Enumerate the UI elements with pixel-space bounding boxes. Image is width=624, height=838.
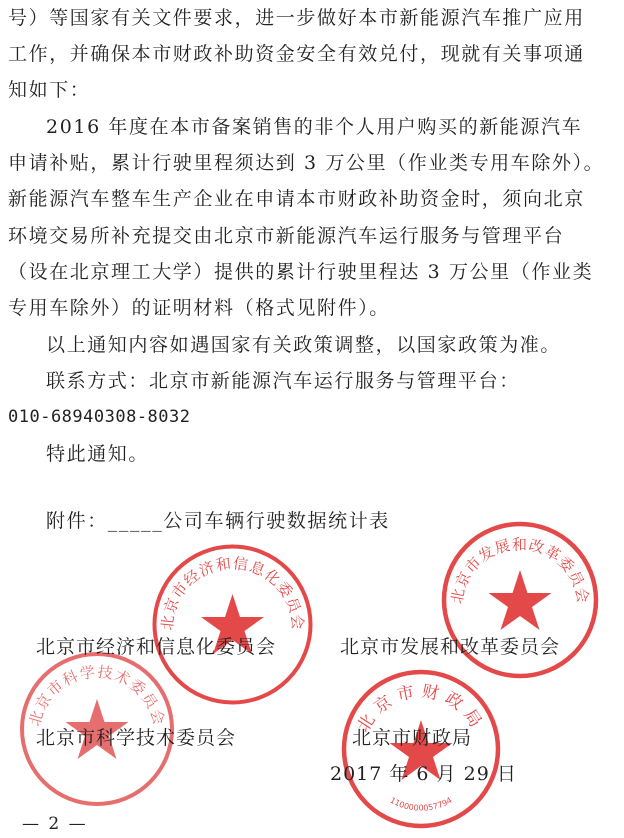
body-line-10: 以上通知内容如遇国家有关政策调整，以国家政策为准。 (46, 334, 562, 356)
svg-text:1100000057794: 1100000057794 (388, 795, 454, 813)
svg-text:北京市经济和信息化委员会: 北京市经济和信息化委员会 (158, 554, 307, 632)
svg-text:北京市财政局: 北京市财政局 (353, 681, 489, 737)
svg-text:北京市发展和改革委员会: 北京市发展和改革委员会 (447, 535, 593, 606)
attachment-line: 附件：_____公司车辆行驶数据统计表 (46, 510, 390, 532)
star-icon (489, 570, 552, 630)
body-line-5: 申请补贴，累计行驶里程须达到 3 万公里（作业类专用车除外）。 (8, 152, 605, 174)
body-line-3: 知如下： (8, 79, 91, 101)
signature-economy: 北京市经济和信息化委员会 (36, 636, 277, 658)
signature-date: 2017 年 6 月 29 日 (330, 763, 517, 785)
body-line-7: 环境交易所补充提交由北京市新能源汽车运行服务与管理平台 (8, 225, 565, 247)
body-line-11: 联系方式：北京市新能源汽车运行服务与管理平台： (46, 370, 520, 392)
body-line-9: 专用车除外）的证明材料（格式见附件）。 (8, 297, 390, 319)
body-line-2: 工作，并确保本市财政补助资金安全有效兑付，现就有关事项通 (8, 43, 585, 65)
signature-development: 北京市发展和改革委员会 (340, 636, 561, 658)
body-line-1: 号）等国家有关文件要求，进一步做好本市新能源汽车推广应用 (8, 7, 585, 29)
phone-number: 010-68940308-8032 (8, 407, 191, 427)
body-line-8: （设在北京理工大学）提供的累计行驶里程达 3 万公里（作业类 (8, 261, 594, 283)
body-line-4: 2016 年度在本市备案销售的非个人用户购买的新能源汽车 (46, 116, 583, 138)
closing-line: 特此通知。 (46, 443, 150, 465)
body-line-6: 新能源汽车整车生产企业在申请本市财政补助资金时，须向北京 (8, 188, 585, 210)
page-number: — 2 — (22, 814, 88, 834)
signature-finance: 北京市财政局 (352, 727, 473, 749)
signature-science: 北京市科学技术委员会 (36, 727, 237, 749)
svg-text:北京市科学技术委员会: 北京市科学技术委员会 (25, 662, 169, 728)
